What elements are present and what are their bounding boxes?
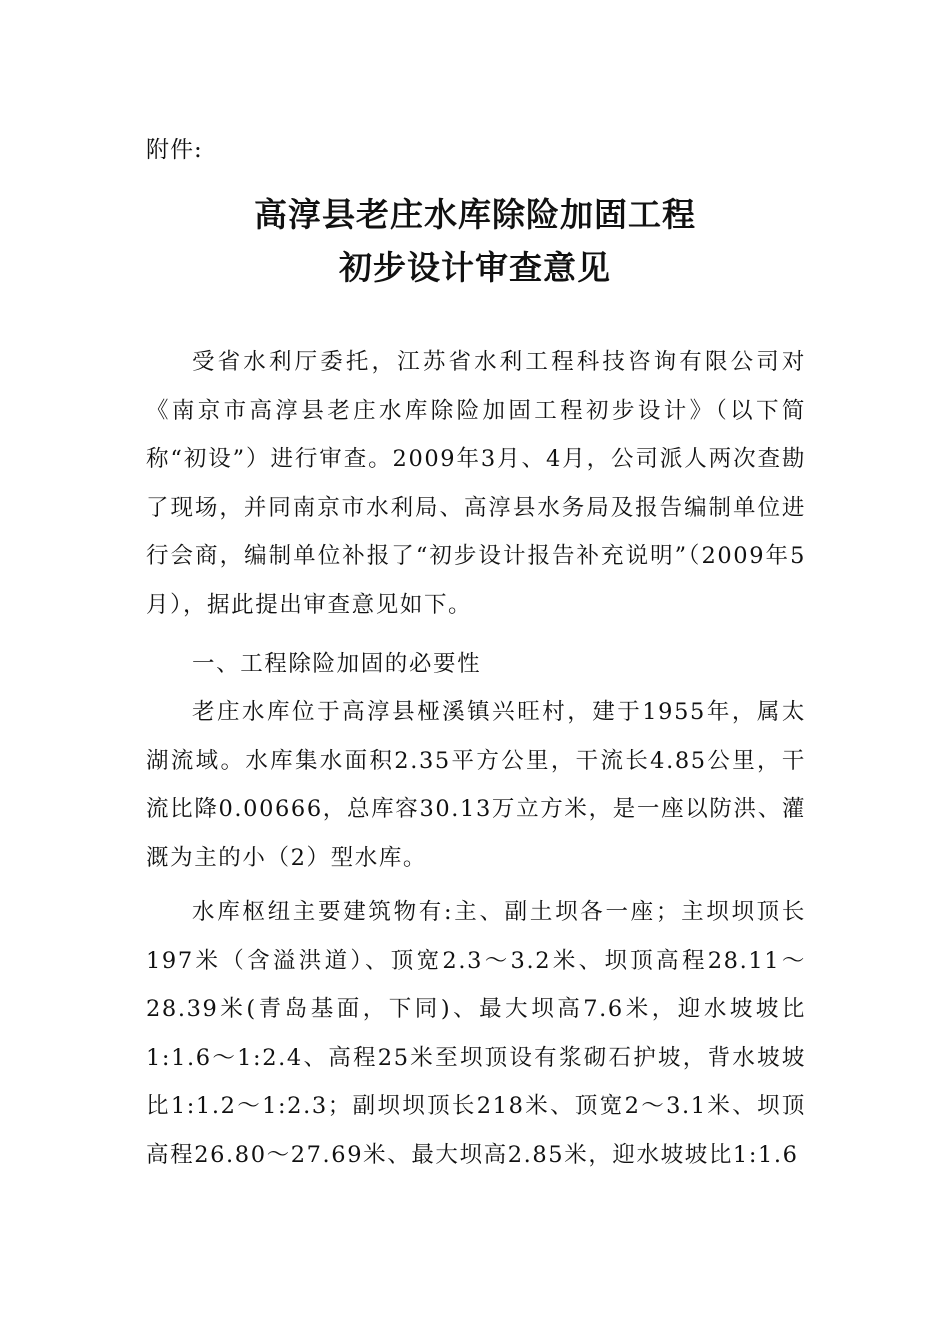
section-heading-1: 一、工程除险加固的必要性 xyxy=(192,651,482,677)
document-title-line-2: 初步设计审查意见 xyxy=(339,248,611,287)
paragraph-intro: 受省水利厅委托，江苏省水利工程科技咨询有限公司对《南京市高淳县老庄水库除险加固工程初步设计》（以下简称“初设”）进行审查。2009年3月、4月，公司派人两次查勘了现场，并同南京市水利局、高淳县水务局及报告编制单位进行会商，编制单位补报了“初步设计报告补充说明”（2009年5月），据此提出审查意见如下。 xyxy=(146,349,806,618)
attachment-label: 附件: xyxy=(146,137,203,163)
paragraph-reservoir-overview: 老庄水库位于高淳县桠溪镇兴旺村，建于1955年，属太湖流域。水库集水面积2.35平方公里，干流长4.85公里，干流比降0.00666，总库容30.13万立方米，是一座以防洪、灌溉为主的小（2）型水库。 xyxy=(146,699,806,871)
document-title-line-1: 高淳县老庄水库除险加固工程 xyxy=(254,195,696,234)
paragraph-main-structures: 水库枢纽主要建筑物有:主、副土坝各一座；主坝坝顶长197米（含溢洪道）、顶宽2.3～3.2米、坝顶高程28.11～28.39米(青岛基面，下同)、最大坝高7.6米，迎水坡坡比1:1.6～1:2.4、高程25米至坝顶设有浆砌石护坡，背水坡坡比1:1.2～1:2.3；副坝坝顶长218米、顶宽2～3.1米、坝顶高程26.80～27.69米、最大坝高2.85米，迎水坡坡比1:1.6 xyxy=(146,899,806,1168)
